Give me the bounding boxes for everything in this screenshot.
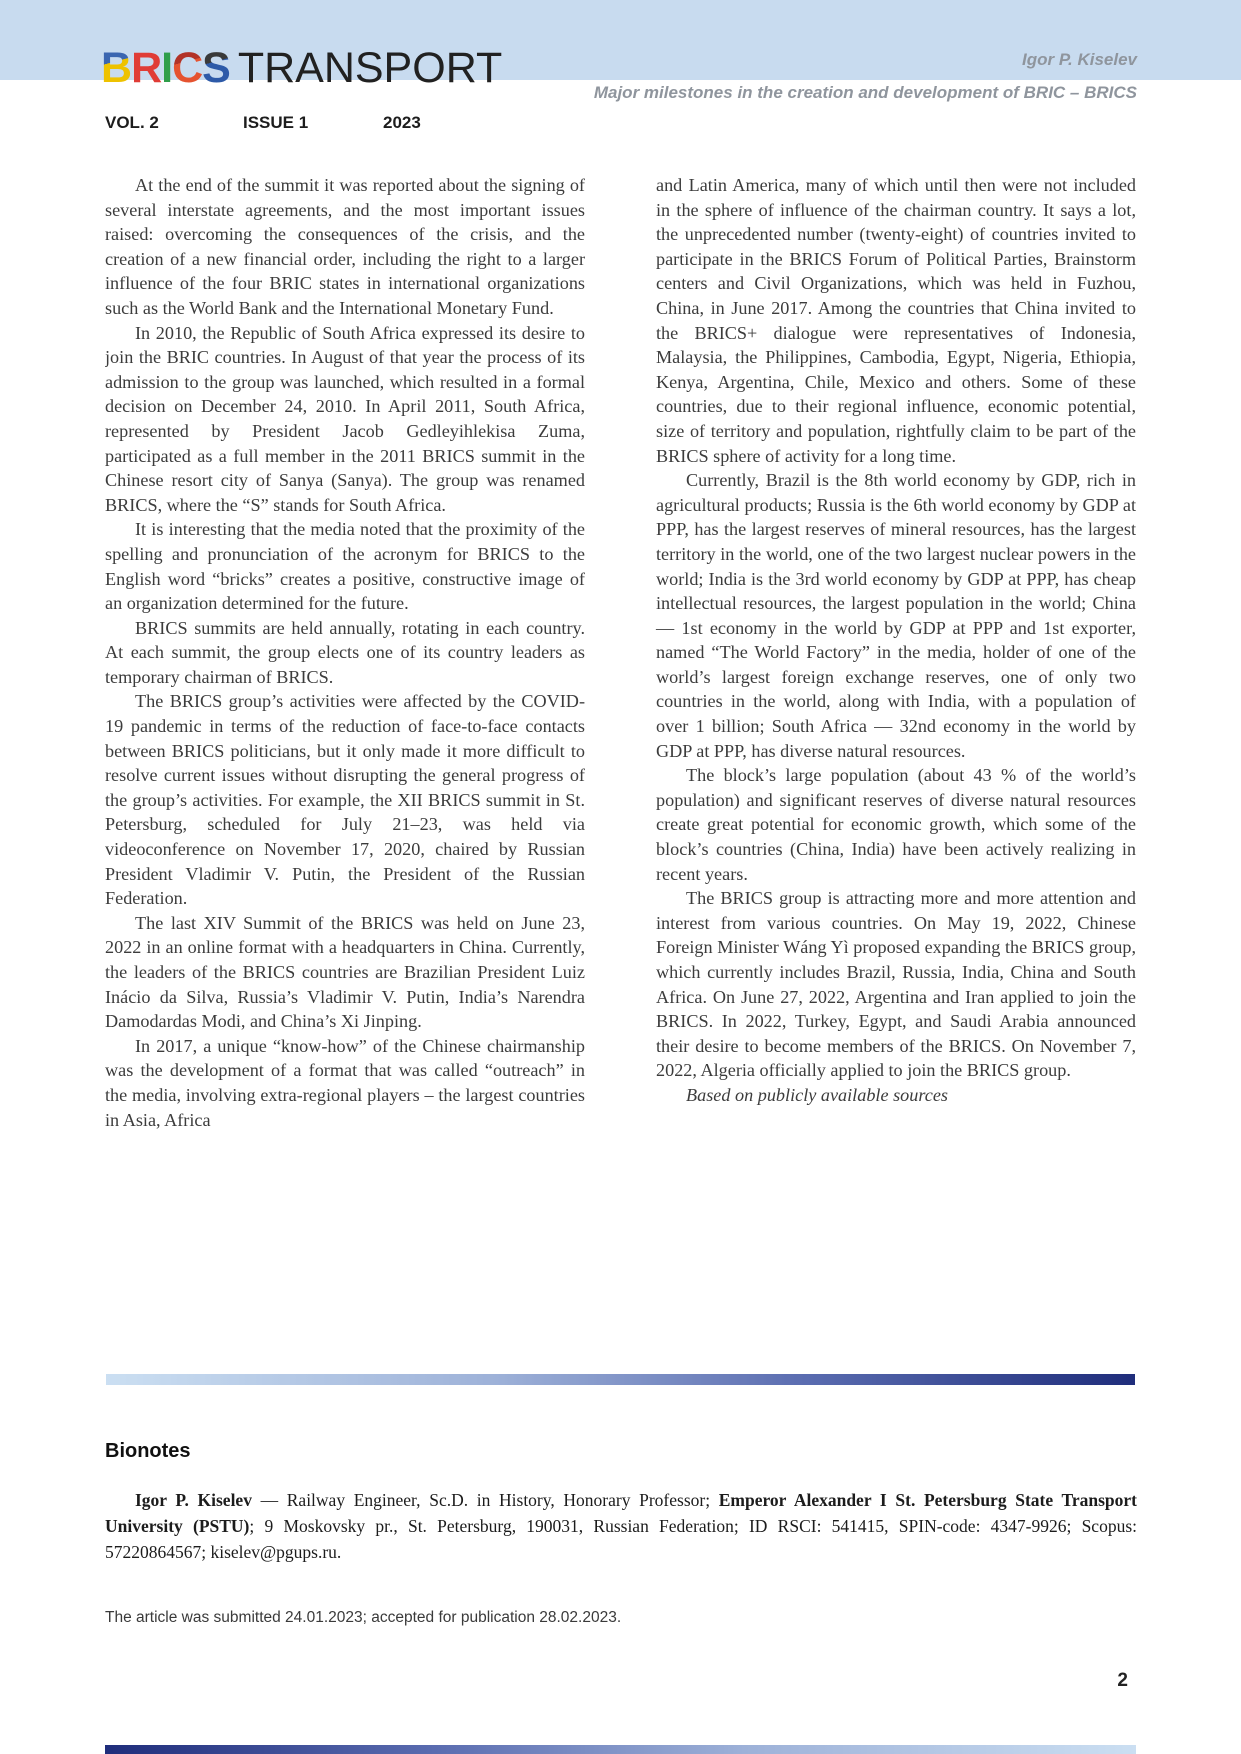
issue-label: ISSUE 1: [243, 113, 309, 132]
journal-logo: [101, 44, 502, 93]
paragraph: The BRICS group’s activities were affected by the COVID-19 pandemic in terms of the reduction of face-to-face contacts between BRICS politicians, but it only made it more difficult to resolve current issues without disrupting the general progress of the group’s activities. For example, the XII BRICS summit in St. Petersburg, scheduled for July 21–23, was held via videoconference on November 17, 2020, chaired by Russian President Vladimir V. Putin, the President of the Russian Federation.: [105, 691, 585, 909]
paragraph: At the end of the summit it was reported about the signing of several interstate agreements, and the most important issues raised: overcoming the consequences of the crisis, and the creation of a new financial order, including the right to a larger influence of the four BRIC states in international organizations such as the World Bank and the International Monetary Fund.: [105, 175, 585, 318]
brand-letter: S: [202, 44, 230, 92]
year-label: 2023: [383, 113, 421, 132]
paragraph: Currently, Brazil is the 8th world economy by GDP, rich in agricultural products; Russia is the 6th world economy by GDP at PPP, has the largest reserves of mineral resources, has the largest territory in the world, one of the two largest nuclear powers in the world; India is the 3rd world economy by GDP at PPP, has cheap intellectual resources, the largest population in the world; China — 1st economy in the world by GDP at PPP and 1st exporter, named “The World Factory” in the media, holder of one of the world’s largest foreign exchange reserves, one of only two countries in the world, along with India, with a population of over 1 billion; South Africa — 32nd economy in the world by GDP at PPP, has diverse natural resources.: [656, 470, 1136, 761]
running-author: Igor P. Kiselev: [1022, 50, 1137, 69]
submission-note: The article was submitted 24.01.2023; accepted for publication 28.02.2023.: [105, 1609, 622, 1626]
left-column: [105, 173, 585, 1187]
brand-letter: C: [172, 44, 203, 92]
paragraph: The BRICS group is attracting more and more attention and interest from various countries. On May 19, 2022, Chinese Foreign Minister Wáng Yì proposed expanding the BRICS group, which currently includes Brazil, Russia, India, China and South Africa. On June 27, 2022, Argentina and Iran applied to join the BRICS. In 2022, Turkey, Egypt, and Saudi Arabia announced their desire to become members of the BRICS. On November 7, 2022, Algeria officially applied to join the BRICS group.: [656, 888, 1136, 1081]
journal-header: [0, 0, 1241, 133]
bionote-author-name: Igor P. Kiselev: [135, 1490, 252, 1510]
paragraph: BRICS summits are held annually, rotating in each country. At each summit, the group elects one of its country leaders as temporary chairman of BRICS.: [105, 617, 585, 687]
right-column-text: [656, 173, 1136, 1083]
article-body: [105, 173, 1136, 1187]
brand-letter: I: [161, 44, 173, 92]
paragraph: and Latin America, many of which until then were not included in the sphere of influence of the chairman country. It says a lot, the unprecedented number (twenty-eight) of countries invited to participate in the BRICS Forum of Political Parties, Brainstorm centers and Civil Organizations, which was held in Fuzhou, China, in June 2017. Among the countries that China invited to the BRICS+ dialogue were representatives of Indonesia, Malaysia, the Philippines, Cambodia, Egypt, Nigeria, Ethiopia, Kenya, Argentina, Chile, Mexico and others. Some of these countries, due to their regional influence, economic potential, size of territory and population, rightfully claim to be part of the BRICS sphere of activity for a long time.: [656, 175, 1136, 466]
bionotes-section: [105, 1440, 1137, 1627]
bionote-affiliation: Emperor Alexander I St. Petersburg State Transport University (PSTU): [105, 1490, 1137, 1536]
right-column: [656, 173, 1136, 1187]
bionote-details: ; 9 Moskovsky pr., St. Petersburg, 190031, Russian Federation; ID RSCI: 541415, SPIN-code: 4347-9926; Scopus: 57220864567; kiselev@pgups.ru.: [105, 1516, 1137, 1562]
source-note: Based on publicly available sources: [686, 1084, 948, 1105]
bottom-gradient-bar: [105, 1745, 1136, 1754]
running-title: Major milestones in the creation and development of BRIC – BRICS: [593, 83, 1137, 102]
page-number: 2: [1117, 1670, 1128, 1691]
paragraph: In 2017, a unique “know-how” of the Chinese chairmanship was the development of a format that was called “outreach” in the media, involving extra-regional players – the largest countries in Asia, Africa: [105, 1035, 585, 1130]
paragraph: The block’s large population (about 43 % of the world’s population) and significant reserves of diverse natural resources create great potential for economic growth, which some of the block’s countries (China, India) have been actively realizing in recent years.: [656, 765, 1136, 884]
issue-info: [105, 113, 1241, 133]
brand-letter: B: [101, 44, 132, 92]
volume-label: VOL. 2: [105, 113, 159, 132]
paragraph: In 2010, the Republic of South Africa expressed its desire to join the BRIC countries. In August of that year the process of its admission to the group was launched, which resulted in a formal decision on December 24, 2010. In April 2011, South Africa, represented by President Jacob Gedleyihlekisa Zuma, participated as a full member in the 2011 BRICS summit in the Chinese resort city of Sanya (Sanya). The group was renamed BRICS, where the “S” stands for South Africa.: [105, 322, 585, 515]
section-divider: [106, 1374, 1135, 1385]
paragraph: The last XIV Summit of the BRICS was held on June 23, 2022 in an online format with a headquarters in China. Currently, the leaders of the BRICS countries are Brazilian President Luiz Inácio da Silva, Russia’s Vladimir V. Putin, India’s Narendra Damodardas Modi, and China’s Xi Jinping.: [105, 912, 585, 1032]
bionote-role: — Railway Engineer, Sc.D. in History, Honorary Professor;: [251, 1490, 719, 1510]
journal-logo-transport: TRANSPORT: [237, 44, 503, 92]
paragraph: It is interesting that the media noted that the proximity of the spelling and pronunciation of the acronym for BRICS to the English word “bricks” creates a positive, constructive image of an organization determined for the future.: [105, 519, 585, 614]
brand-letter: R: [131, 44, 162, 92]
bionotes-heading: Bionotes: [105, 1440, 191, 1462]
journal-logo-brics: [101, 44, 230, 92]
bionote-entry: [105, 1487, 1137, 1565]
